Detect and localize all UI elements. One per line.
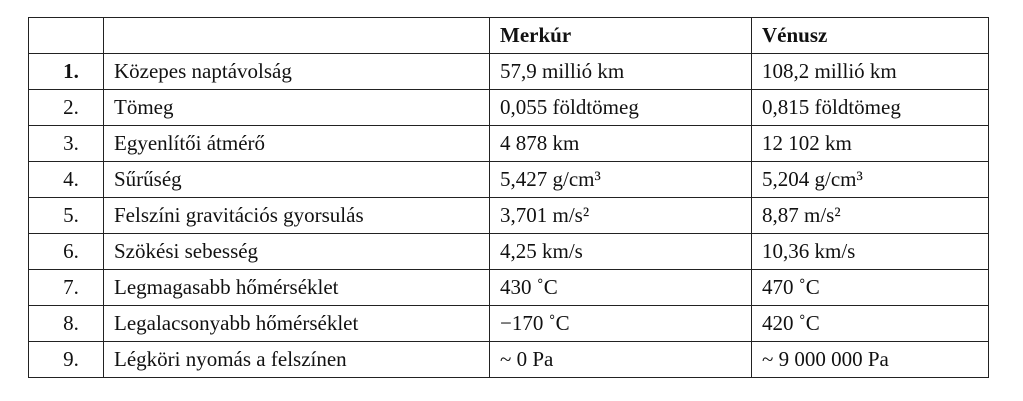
table-row: [29, 90, 989, 126]
merkur-value-cell: 4,25 km/s: [490, 234, 752, 270]
row-number: 4.: [29, 162, 104, 198]
header-property-cell: [104, 18, 490, 54]
row-number: 9.: [29, 342, 104, 378]
row-number: 7.: [29, 270, 104, 306]
row-number: 3.: [29, 126, 104, 162]
property-cell: Egyenlítői átmérő: [104, 126, 490, 162]
merkur-value-cell: 3,701 m/s²: [490, 198, 752, 234]
merkur-value-cell: 4 878 km: [490, 126, 752, 162]
merkur-value-cell: 0,055 földtömeg: [490, 90, 752, 126]
row-number: 6.: [29, 234, 104, 270]
table-row: [29, 342, 989, 378]
merkur-value-cell: 57,9 millió km: [490, 54, 752, 90]
venusz-value-cell: 8,87 m/s²: [752, 198, 989, 234]
venusz-value-cell: 12 102 km: [752, 126, 989, 162]
table-row: [29, 270, 989, 306]
property-cell: Felszíni gravitációs gyorsulás: [104, 198, 490, 234]
table-row: [29, 126, 989, 162]
merkur-value-cell: −170 ˚C: [490, 306, 752, 342]
table-row: [29, 54, 989, 90]
row-number: 1.: [29, 54, 104, 90]
property-cell: Legalacsonyabb hőmérséklet: [104, 306, 490, 342]
planet-comparison-table: [28, 17, 989, 378]
header-num-cell: [29, 18, 104, 54]
merkur-value-cell: ~ 0 Pa: [490, 342, 752, 378]
merkur-value-cell: 430 ˚C: [490, 270, 752, 306]
table-row: [29, 198, 989, 234]
row-number: 2.: [29, 90, 104, 126]
table-row: [29, 306, 989, 342]
property-cell: Közepes naptávolság: [104, 54, 490, 90]
venusz-value-cell: 420 ˚C: [752, 306, 989, 342]
table-row: [29, 162, 989, 198]
property-cell: Legmagasabb hőmérséklet: [104, 270, 490, 306]
header-merkur-cell: Merkúr: [490, 18, 752, 54]
venusz-value-cell: ~ 9 000 000 Pa: [752, 342, 989, 378]
table-row: [29, 234, 989, 270]
row-number: 8.: [29, 306, 104, 342]
property-cell: Sűrűség: [104, 162, 490, 198]
row-number: 5.: [29, 198, 104, 234]
property-cell: Tömeg: [104, 90, 490, 126]
header-venusz-cell: Vénusz: [752, 18, 989, 54]
venusz-value-cell: 108,2 millió km: [752, 54, 989, 90]
venusz-value-cell: 5,204 g/cm³: [752, 162, 989, 198]
merkur-value-cell: 5,427 g/cm³: [490, 162, 752, 198]
table-header-row: [29, 18, 989, 54]
venusz-value-cell: 470 ˚C: [752, 270, 989, 306]
property-cell: Légköri nyomás a felszínen: [104, 342, 490, 378]
property-cell: Szökési sebesség: [104, 234, 490, 270]
venusz-value-cell: 0,815 földtömeg: [752, 90, 989, 126]
venusz-value-cell: 10,36 km/s: [752, 234, 989, 270]
